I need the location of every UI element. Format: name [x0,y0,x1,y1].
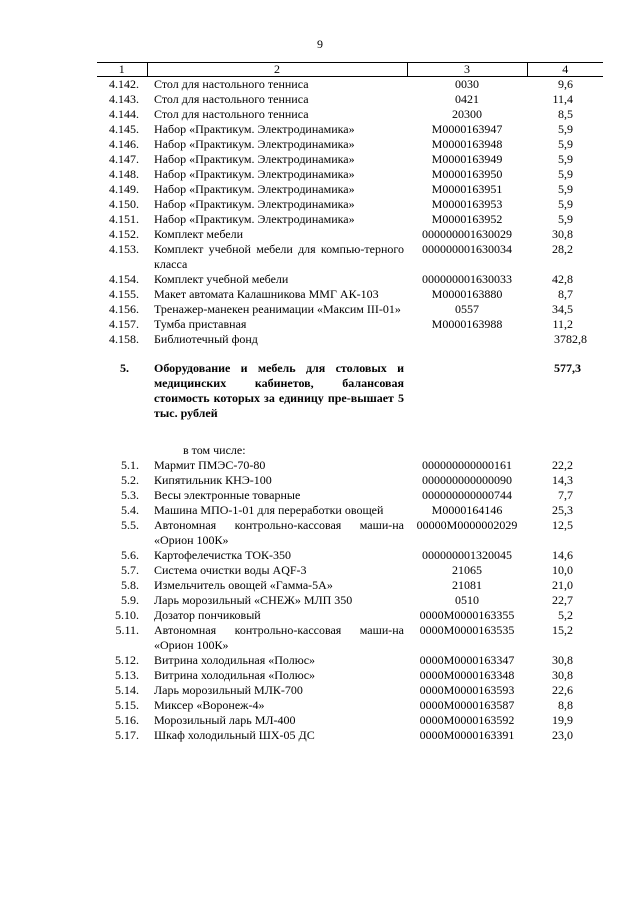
cell-code: 000000001630033 [422,272,512,286]
table-row [97,473,603,488]
cell-name: Набор «Практикум. Электродинамика» [154,167,355,181]
cell-name: Кипятильник КНЭ-100 [154,473,272,487]
column-header: 1 [97,63,147,77]
table-row [97,698,603,713]
empty-cell [407,435,527,458]
cell-code: 0557 [455,302,479,316]
cell-code: 0000М0000163347 [419,653,515,667]
table-row [97,683,603,698]
cell-code: 000000001630034 [422,242,512,256]
cell-val: 5,9 [558,212,573,226]
cell-code: 0000М0000163587 [419,698,515,712]
cell-num: 4.150. [109,197,139,211]
cell-val: 22,6 [552,683,573,697]
table-row [97,488,603,503]
spacer-cell [527,421,603,435]
cell-num: 5.1. [121,458,139,472]
cell-num: 4.154. [109,272,139,286]
cell-num: 4.148. [109,167,139,181]
cell-num: 5.12. [115,653,139,667]
cell-name: Набор «Практикум. Электродинамика» [154,212,355,226]
cell-val: 5,9 [558,137,573,151]
cell-val: 14,3 [552,473,573,487]
cell-name: Ларь морозильный «СНЕЖ» МЛП 350 [154,593,353,607]
cell-val: 19,9 [552,713,573,727]
cell-num: 5.3. [121,488,139,502]
cell-name: Витрина холодильная «Полюс» [154,653,316,667]
cell-code: М0000163948 [431,137,503,151]
cell-val: 5,9 [558,152,573,166]
cell-name: Автономная контрольно-кассовая маши-на «Орион 100К» [154,623,404,652]
cell-val: 8,7 [558,287,573,301]
subheading-label: в том числе: [183,443,246,457]
cell-code: 0000М0000163535 [419,623,515,637]
page-number: 9 [317,37,323,51]
cell-name: Ларь морозильный МЛК-700 [154,683,303,697]
cell-num: 4.155. [109,287,139,301]
table-row [97,728,603,743]
cell-name: Машина МПО-1-01 для переработки овощей [154,503,384,517]
table-row [97,302,603,317]
spacer-cell [97,347,147,361]
cell-val: 7,7 [558,488,573,502]
cell-num: 4.152. [109,227,139,241]
cell-num: 5.17. [115,728,139,742]
spacer-cell [407,347,527,361]
cell-name: Дозатор пончиковый [154,608,261,622]
table-row [97,152,603,167]
cell-code: 000000000000744 [422,488,512,502]
cell-code: М0000163952 [431,212,503,226]
cell-code: 0030 [455,77,479,91]
column-header: 2 [147,63,407,77]
cell-val: 21,0 [552,578,573,592]
cell-val: 11,4 [552,92,573,106]
cell-code: 21065 [452,563,482,577]
cell-code: 000000000000090 [422,473,512,487]
cell-name: Система очистки воды AQF-3 [154,563,307,577]
table-row [97,503,603,518]
cell-val: 12,5 [552,518,573,532]
cell-num: 5.16. [115,713,139,727]
cell-num: 4.157. [109,317,139,331]
table-row [97,272,603,287]
table-row [97,458,603,473]
cell-name: Миксер «Воронеж-4» [154,698,265,712]
cell-num: 5.7. [121,563,139,577]
cell-name: Тумба приставная [154,317,247,331]
table-row [97,653,603,668]
cell-code: М0000163947 [431,122,503,136]
cell-name: Морозильный ларь МЛ-400 [154,713,296,727]
cell-code: М0000164146 [431,503,503,517]
cell-num: 4.151. [109,212,139,226]
cell-val: 34,5 [552,302,573,316]
cell-num: 4.147. [109,152,139,166]
cell-code [407,332,527,347]
table-row [97,563,603,578]
cell-name: Тренажер-манекен реанимации «Максим III-01» [154,302,401,316]
cell-code: М0000163953 [431,197,503,211]
cell-val: 3782,8 [554,332,587,346]
cell-code: 000000001630029 [422,227,512,241]
table-row [97,548,603,563]
cell-val: 30,8 [552,227,573,241]
cell-num: 4.145. [109,122,139,136]
cell-code: 0000М0000163355 [419,608,515,622]
cell-code: М0000163950 [431,167,503,181]
cell-code: 000000000000161 [422,458,512,472]
cell-name: Мармит ПМЭС-70-80 [154,458,266,472]
cell-code: М0000163880 [431,287,503,301]
cell-val: 8,8 [558,698,573,712]
cell-code: 20300 [452,107,482,121]
cell-name: Стол для настольного тенниса [154,77,309,91]
cell-name: Набор «Практикум. Электродинамика» [154,197,355,211]
cell-code: 21081 [452,578,482,592]
cell-val: 9,6 [558,77,573,91]
cell-name: Комплект учебной мебели для компью-терного класса [154,242,404,271]
table-row [97,608,603,623]
cell-num: 4.158. [109,332,139,346]
cell-num: 5.10. [115,608,139,622]
table-row [97,122,603,137]
cell-val: 42,8 [552,272,573,286]
cell-name: Набор «Практикум. Электродинамика» [154,152,355,166]
cell-name: Комплект мебели [154,227,244,241]
table-row [97,518,603,548]
cell-name: Набор «Практикум. Электродинамика» [154,122,355,136]
cell-code: 0421 [455,92,479,106]
spacer-cell [407,421,527,435]
cell-val: 10,0 [552,563,573,577]
subheading-row [97,435,603,458]
cell-name: Библиотечный фонд [154,332,258,346]
cell-num: 5.14. [115,683,139,697]
cell-code: 0000М0000163348 [419,668,515,682]
cell-val: 28,2 [552,242,573,256]
section-number: 5. [120,361,129,375]
section-title: Оборудование и мебель для столовых и медицинских кабинетов, балансовая стоимость которых за единицу пре-вышает 5 тыс. рублей [154,361,404,420]
cell-val: 15,2 [552,623,573,637]
cell-name: Картофелечистка ТОК-350 [154,548,292,562]
cell-val: 22,2 [552,458,573,472]
cell-val: 25,3 [552,503,573,517]
table-row [97,317,603,332]
cell-val: 5,9 [558,167,573,181]
cell-name: Измельчитель овощей «Гамма-5А» [154,578,333,592]
cell-name: Стол для настольного тенниса [154,107,309,121]
cell-code: М0000163951 [431,182,503,196]
cell-num: 5.15. [115,698,139,712]
table-row [97,137,603,152]
cell-code: 00000М0000002029 [416,518,518,532]
cell-num: 4.156. [109,302,139,316]
cell-val: 22,7 [552,593,573,607]
inventory-table [97,62,603,743]
cell-num: 5.5. [121,518,139,532]
table-row [97,578,603,593]
table-row [97,713,603,728]
table-row [97,182,603,197]
cell-num: 4.142. [109,77,139,91]
table-row [97,593,603,608]
section-code [407,361,527,421]
cell-num: 4.153. [109,242,139,256]
table-row [97,197,603,212]
cell-code: 0510 [455,593,479,607]
cell-name: Витрина холодильная «Полюс» [154,668,316,682]
cell-name: Макет автомата Калашникова ММГ АК-103 [154,287,379,301]
table-row [97,107,603,122]
empty-cell [527,435,603,458]
cell-val: 8,5 [558,107,573,121]
cell-val: 30,8 [552,653,573,667]
table-row [97,92,603,107]
section-total: 577,3 [554,361,581,375]
column-header: 3 [407,63,527,77]
cell-name: Набор «Практикум. Электродинамика» [154,137,355,151]
cell-num: 5.11. [115,623,139,637]
cell-num: 4.146. [109,137,139,151]
empty-cell [97,435,147,458]
spacer-row [97,421,603,435]
table-row [97,77,603,93]
spacer-cell [147,421,407,435]
cell-num: 5.6. [121,548,139,562]
cell-val: 5,9 [558,197,573,211]
table-row [97,212,603,227]
cell-val: 23,0 [552,728,573,742]
cell-num: 4.143. [109,92,139,106]
cell-num: 4.144. [109,107,139,121]
table-header-row [97,63,603,77]
table-row [97,167,603,182]
cell-code: М0000163949 [431,152,503,166]
cell-name: Весы электронные товарные [154,488,301,502]
table-row [97,242,603,272]
cell-num: 5.2. [121,473,139,487]
cell-val: 11,2 [552,317,573,331]
column-header: 4 [527,63,603,77]
spacer-cell [147,347,407,361]
cell-code: М0000163988 [431,317,503,331]
cell-num: 5.13. [115,668,139,682]
cell-num: 5.9. [121,593,139,607]
cell-num: 5.8. [121,578,139,592]
cell-val: 14,6 [552,548,573,562]
spacer-cell [97,421,147,435]
cell-code: 0000М0000163593 [419,683,515,697]
cell-code: 0000М0000163592 [419,713,515,727]
cell-num: 4.149. [109,182,139,196]
section-row [97,361,603,421]
spacer-cell [527,347,603,361]
cell-name: Автономная контрольно-кассовая маши-на «Орион 100К» [154,518,404,547]
cell-val: 5,9 [558,182,573,196]
cell-name: Шкаф холодильный ШХ-05 ДС [154,728,315,742]
table-row [97,287,603,302]
cell-val: 30,8 [552,668,573,682]
cell-name: Стол для настольного тенниса [154,92,309,106]
table-row [97,668,603,683]
cell-name: Набор «Практикум. Электродинамика» [154,182,355,196]
table-row [97,623,603,653]
cell-val: 5,9 [558,122,573,136]
cell-code: 0000М0000163391 [419,728,515,742]
cell-code: 000000001320045 [422,548,512,562]
cell-name: Комплект учебной мебели [154,272,289,286]
table-row [97,332,603,347]
spacer-row [97,347,603,361]
cell-val: 5,2 [558,608,573,622]
table-row [97,227,603,242]
cell-num: 5.4. [121,503,139,517]
